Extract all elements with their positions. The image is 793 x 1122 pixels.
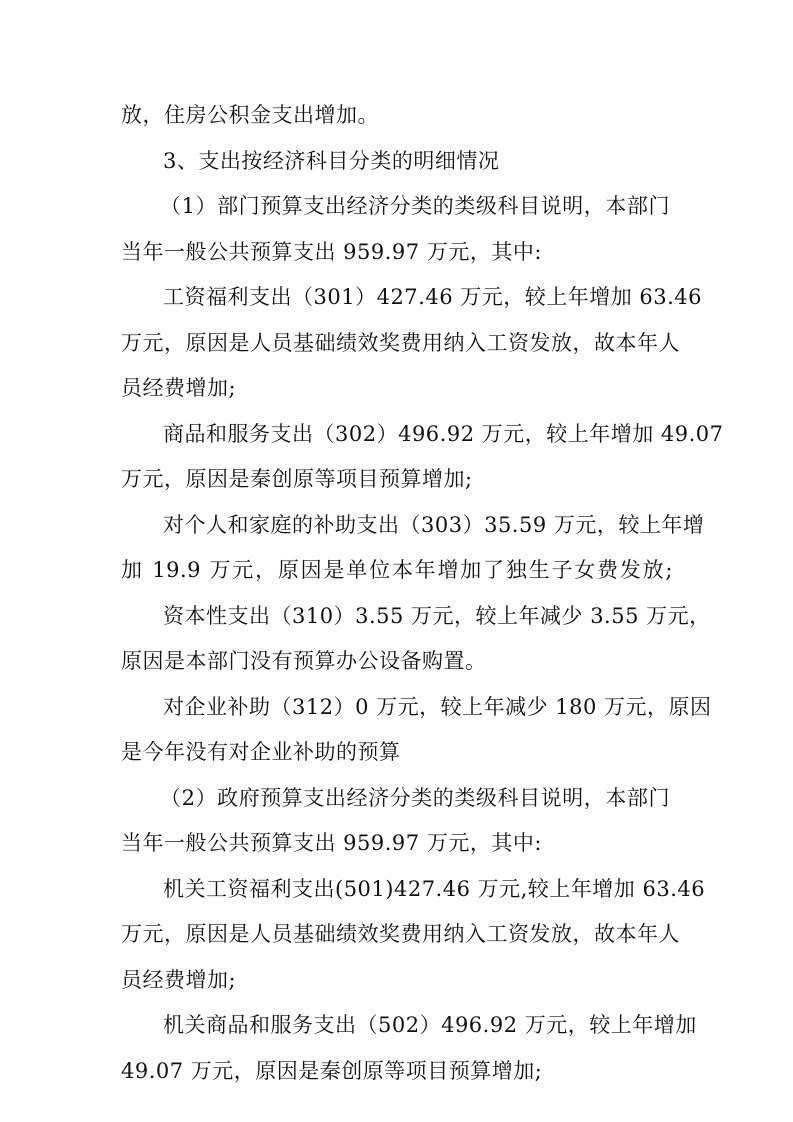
subsection-heading: （1）部门预算支出经济分类的类级科目说明，本部门 xyxy=(160,194,670,218)
paragraph-line: 对个人和家庭的补助支出（303）35.59 万元，较上年增 xyxy=(163,512,705,537)
paragraph-line: 机关工资福利支出(501)427.46 万元,较上年增加 63.46 xyxy=(163,876,706,901)
paragraph-line: 万元，原因是秦创原等项目预算增加; xyxy=(121,467,473,491)
paragraph-line: 49.07 万元，原因是秦创原等项目预算增加; xyxy=(121,1058,543,1083)
text-line: 放，住房公积金支出增加。 xyxy=(121,103,379,127)
paragraph-line: 原因是本部门没有预算办公设备购置。 xyxy=(121,649,487,673)
text-line: 当年一般公共预算支出 959.97 万元，其中: xyxy=(121,831,542,855)
paragraph-line: 工资福利支出（301）427.46 万元，较上年增加 63.46 xyxy=(163,285,703,309)
section-heading: 3、支出按经济科目分类的明细情况 xyxy=(163,148,500,173)
paragraph-line: 万元，原因是人员基础绩效奖费用纳入工资发放，故本年人 xyxy=(121,922,680,946)
paragraph-line: 万元，原因是人员基础绩效奖费用纳入工资发放，故本年人 xyxy=(121,330,680,355)
paragraph-line: 加 19.9 万元，原因是单位本年增加了独生子女费发放; xyxy=(121,558,673,582)
paragraph-line: 机关商品和服务支出（502）496.92 万元，较上年增加 xyxy=(163,1013,697,1037)
paragraph-line: 是今年没有对企业补助的预算 xyxy=(121,740,401,764)
paragraph-line: 资本性支出（310）3.55 万元，较上年减少 3.55 万元， xyxy=(163,603,711,628)
paragraph-line: 商品和服务支出（302）496.92 万元，较上年增加 49.07 xyxy=(163,421,724,446)
paragraph-line: 对企业补助（312）0 万元，较上年减少 180 万元，原因 xyxy=(163,694,712,719)
paragraph-line: 员经费增加; xyxy=(121,967,237,992)
text-line: 当年一般公共预算支出 959.97 万元，其中: xyxy=(121,239,542,264)
paragraph-line: 员经费增加; xyxy=(121,376,237,400)
subsection-heading: （2）政府预算支出经济分类的类级科目说明，本部门 xyxy=(160,785,670,810)
